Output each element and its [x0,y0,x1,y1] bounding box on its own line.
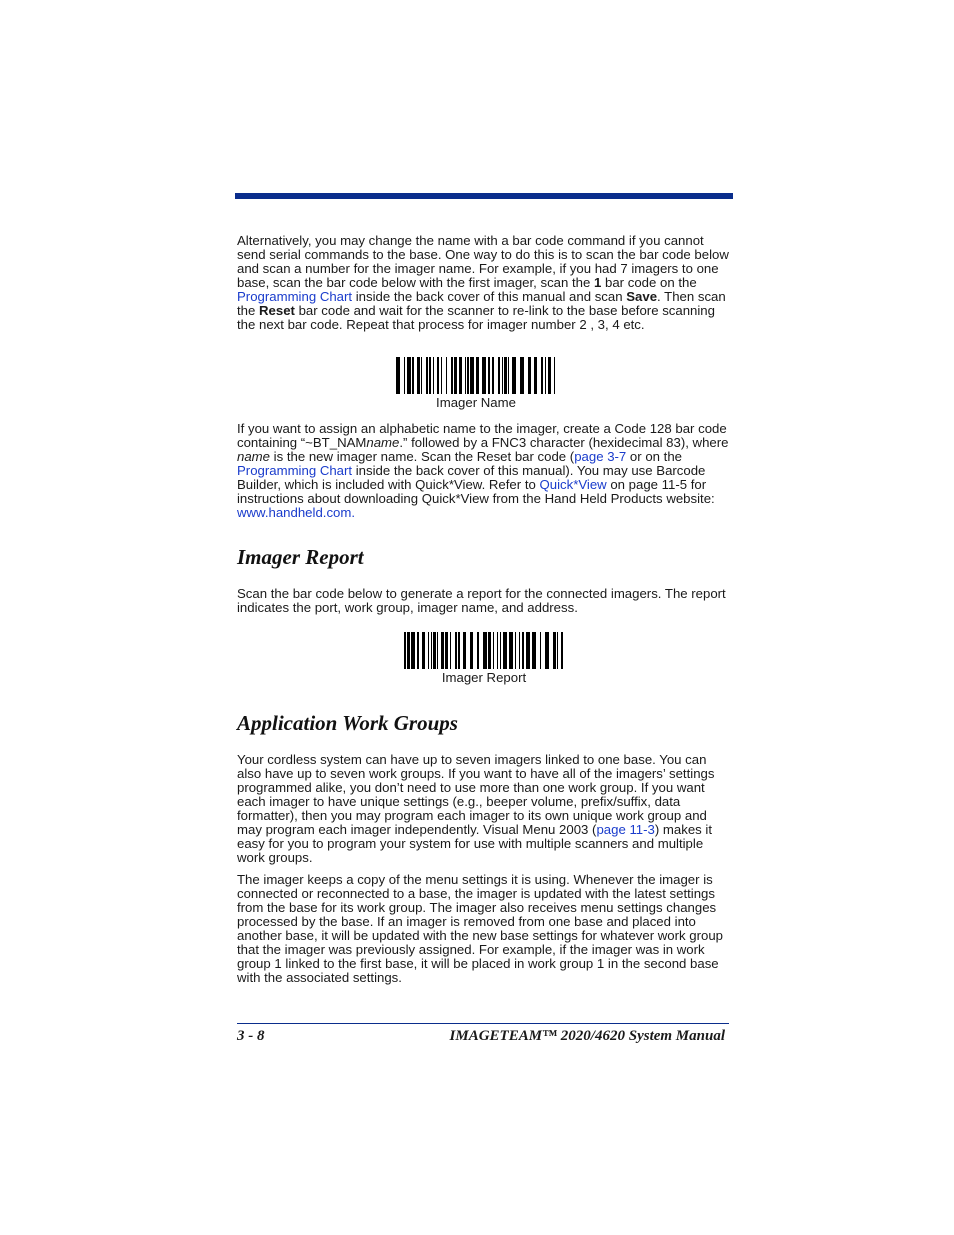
barcode-bar [488,357,490,394]
text: bar code on the [601,275,697,290]
barcode-bar [488,632,491,669]
barcode-bar [429,357,431,394]
italic-text: name [237,449,270,464]
link-programming-chart[interactable]: Programming Chart [237,289,353,304]
text: .” followed by a FNC3 character (hexidecimal 83), where [399,435,729,450]
barcode-bar [404,632,406,669]
barcode-bar [476,357,479,394]
text: ) makes it easy for you to program your system for use with multiple scanners and multiple work groups. [237,822,713,865]
barcode-bar [500,632,501,669]
paragraph-work-groups [237,753,729,865]
barcode-bar [520,357,524,394]
barcode-bar [467,357,469,394]
barcode-bar [421,357,422,394]
header-rule [235,193,733,199]
text: . Then scan the [237,289,726,318]
section-heading-work-groups: Application Work Groups [237,711,458,735]
barcode-bar [548,357,551,394]
barcode-imager-name [396,357,556,394]
barcode-bar [459,357,462,394]
barcode-bar [509,632,513,669]
barcode-bar [498,357,500,394]
barcode-bar [441,357,442,394]
barcode-bar [404,357,405,394]
barcode-bar [451,357,453,394]
barcode-bar [431,632,432,669]
barcode-bar [503,632,507,669]
barcode-bar [545,357,546,394]
barcode-bar [455,632,457,669]
barcode-bar [407,357,411,394]
barcode-bar [407,632,410,669]
barcode-bar [412,357,414,394]
barcode-bar [526,632,530,669]
barcode-bar [411,632,415,669]
text: inside the back cover of this manual and scan [352,289,627,304]
barcode-bar [446,357,447,394]
bold-text: 1 [594,275,602,290]
italic-text: name [366,435,400,450]
paragraph-menu-settings: The imager keeps a copy of the menu settings it is using. Whenever the imager is connected or reconnected to a base, the imager is updated with the latest settings from the base for its work group. The imager also receives menu settings changes processed by the base. If an imager is removed from one base and placed into another base, it will be updated with the new base settings for whatever work group that the imager was previously assigned. For example, if the imager was in work group 1 linked to the first base, it will be placed in work group 1 in the second base with the associated settings. [237,872,724,985]
barcode-bar [492,357,494,394]
barcode-bar [528,357,531,394]
link-page-11-3[interactable]: page 11-3 [596,822,655,837]
text: If you want to assign an alphabetic name to the imager, create a Code 128 bar code containing “~BT_NAM [237,421,727,450]
barcode-bar [515,632,516,669]
barcode-bar [534,357,537,394]
barcode-bar [437,632,438,669]
text: on page 11-5 for instructions about downloading Quick*View from the Hand Held Products website: [237,477,715,506]
barcode-bar [396,357,400,394]
barcode-caption: Imager Name [436,395,516,410]
barcode-bar [441,632,444,669]
barcode-bar [561,632,563,669]
footer-rule [237,1023,729,1024]
bold-text: Save [626,289,658,304]
bold-text: Reset [259,303,295,318]
barcode-bar [470,357,474,394]
barcode-bar [445,632,448,669]
barcode-bar [428,632,429,669]
paragraph-imager-report: Scan the bar code below to generate a report for the connected imagers. The report indicates the port, work group, imager name, and address. [237,586,726,615]
barcode-bar [540,632,541,669]
barcode-bar [502,357,503,394]
barcode-bar [426,357,428,394]
text: inside the back cover of this manual). You may use Barcode Builder, which is included with Quick*View. Refer to [237,463,706,492]
barcode-bar [545,632,549,669]
link-programming-chart[interactable]: Programming Chart [237,463,353,478]
barcode-bar [553,632,556,669]
text: bar code and wait for the scanner to re-link to the base before scanning the next bar code. Repeat that process for imager number 2 , 3, 4 etc. [237,303,715,332]
barcode-bar [557,632,558,669]
text: Alternatively, you may change the name with a bar code command if you cannot send serial commands to the base. One way to do this is to scan the bar code below and scan a number for the imager name. For example, if you had 7 imagers to one base, scan the bar code below with the first imager, scan the [237,233,729,290]
barcode-bar [437,357,439,394]
paragraph-alphabetic-name [237,422,729,520]
barcode-bar [470,632,473,669]
barcode-caption: Imager Report [441,670,527,685]
barcode-bar [497,632,498,669]
barcode-bar [483,632,487,669]
barcode-imager-report [404,632,564,669]
link-quickview[interactable]: Quick*View [539,477,607,492]
barcode-bar [508,357,509,394]
link-website[interactable]: www.handheld.com. [237,505,356,520]
footer-manual-title: IMAGETEAM™ 2020/4620 System Manual [449,1028,725,1044]
link-page-3-7[interactable]: page 3-7 [574,449,627,464]
barcode-bar [417,632,419,669]
barcode-bar [454,357,457,394]
barcode-bar [433,632,436,669]
barcode-bar [504,357,507,394]
barcode-bar [463,632,466,669]
text: is the new imager name. Scan the Reset bar code ( [270,449,575,464]
barcode-bar [422,632,425,669]
barcode-bar [477,632,479,669]
barcode-bar [417,357,420,394]
barcode-bar [519,632,520,669]
barcode-bar [554,357,555,394]
footer-page-number: 3 - 8 [237,1028,265,1044]
text: or on the [626,449,682,464]
barcode-bar [482,357,486,394]
text: Your cordless system can have up to seven imagers linked to one base. You can also have up to seven work groups. If you want to have all of the imagers’ settings programmed alike, you don’t need to use more than one work group. If you want each imager to have unique settings (e.g., beeper volume, prefix/suffix, data formatter), then you may program each imager to its own unique work group and may program each imager independently. Visual Menu 2003 ( [237,752,715,837]
barcode-bar [541,357,543,394]
barcode-bar [522,632,524,669]
barcode-bar [433,357,434,394]
barcode-bar [532,632,536,669]
barcode-bar [458,632,460,669]
section-heading-imager-report: Imager Report [237,545,364,569]
barcode-bar [493,632,494,669]
barcode-bar [512,357,516,394]
paragraph-bar-code-command [237,234,729,332]
barcode-bar [465,357,466,394]
barcode-bar [450,632,451,669]
